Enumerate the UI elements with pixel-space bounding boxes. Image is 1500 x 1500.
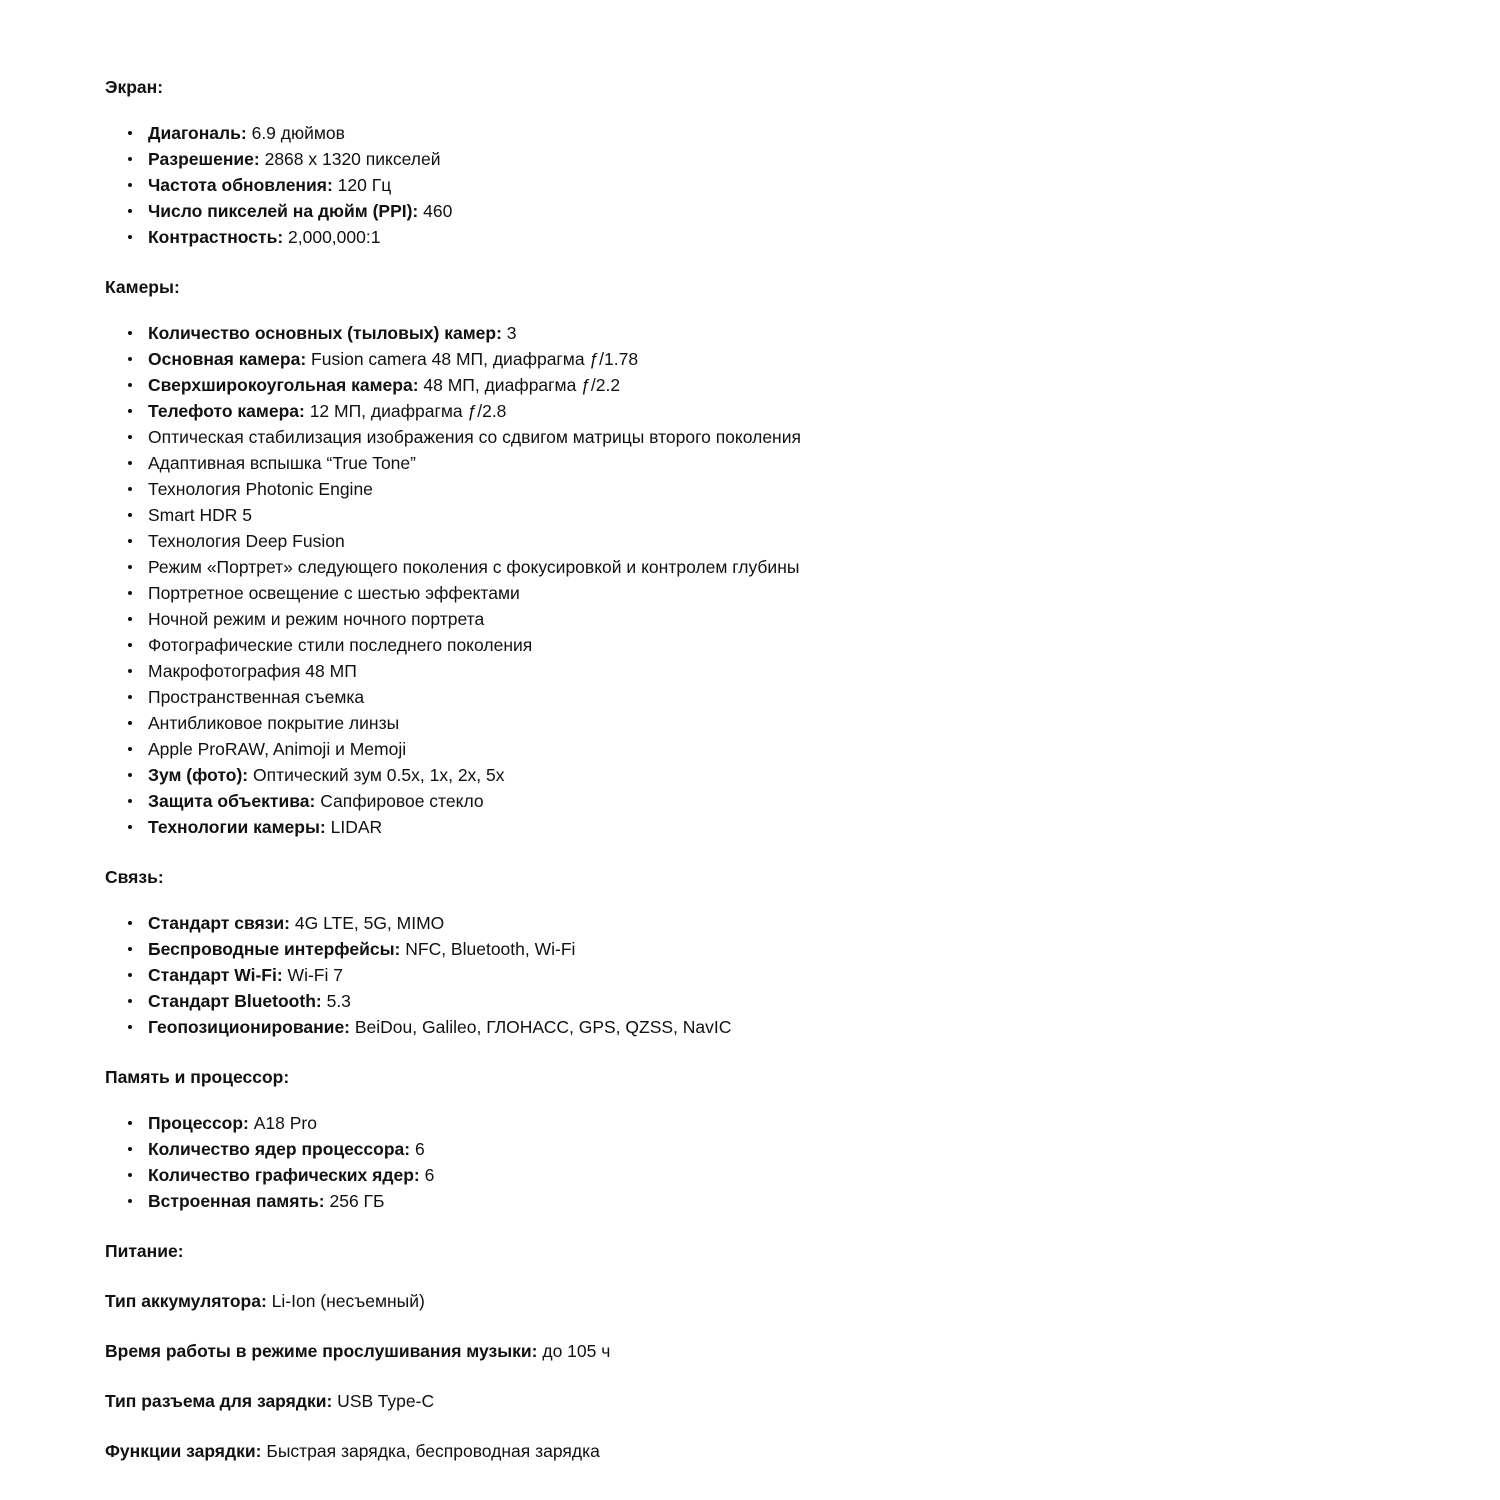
spec-value: 6 (410, 1139, 425, 1159)
spec-value: Пространственная съемка (148, 687, 365, 707)
spec-list-item (105, 814, 1440, 840)
spec-value: Оптический зум 0.5x, 1x, 2x, 5x (248, 765, 505, 785)
spec-list-item (105, 528, 1440, 554)
bullet-icon (128, 1199, 132, 1203)
bullet-icon (128, 157, 132, 161)
spec-label: Геопозиционирование: (148, 1017, 351, 1037)
spec-label: Зум (фото): (148, 765, 249, 785)
spec-value: Wi-Fi 7 (282, 965, 343, 985)
spec-label: Количество основных (тыловых) камер: (148, 323, 502, 343)
spec-label: Стандарт Bluetooth: (148, 991, 322, 1011)
bullet-icon (128, 435, 132, 439)
bullet-icon (128, 921, 132, 925)
spec-paragraph (105, 1338, 1440, 1364)
spec-list-item (105, 736, 1440, 762)
bullet-icon (128, 565, 132, 569)
spec-value: A18 Pro (248, 1113, 317, 1133)
bullet-icon (128, 357, 132, 361)
bullet-icon (128, 1173, 132, 1177)
bullet-icon (128, 131, 132, 135)
spec-value: Адаптивная вспышка “True Tone” (148, 453, 416, 473)
spec-list (105, 120, 1440, 250)
spec-value: Макрофотография 48 МП (148, 661, 357, 681)
bullet-icon (128, 331, 132, 335)
bullet-icon (128, 799, 132, 803)
bullet-icon (128, 235, 132, 239)
spec-label: Функции зарядки: (105, 1441, 262, 1461)
spec-list-item (105, 684, 1440, 710)
spec-label: Встроенная память: (148, 1191, 325, 1211)
spec-label: Частота обновления: (148, 175, 333, 195)
spec-list-item (105, 788, 1440, 814)
bullet-icon (128, 999, 132, 1003)
spec-list-item (105, 372, 1440, 398)
spec-label: Тип разъема для зарядки: (105, 1391, 333, 1411)
spec-label: Защита объектива: (148, 791, 316, 811)
spec-list-item (105, 1014, 1440, 1040)
section-heading: Камеры: (105, 277, 180, 297)
bullet-icon (128, 1025, 132, 1029)
bullet-icon (128, 773, 132, 777)
spec-list-item (105, 502, 1440, 528)
section-heading: Связь: (105, 867, 164, 887)
spec-paragraph (105, 1288, 1440, 1314)
spec-label: Основная камера: (148, 349, 307, 369)
spec-value: 120 Гц (332, 175, 392, 195)
bullet-icon (128, 747, 132, 751)
spec-value: Fusion camera 48 МП, диафрагма ƒ/1.78 (306, 349, 639, 369)
spec-value: Smart HDR 5 (148, 505, 253, 525)
spec-value: 256 ГБ (324, 1191, 385, 1211)
spec-list-item (105, 632, 1440, 658)
spec-list-item (105, 450, 1440, 476)
spec-label: Время работы в режиме прослушивания музыки: (105, 1341, 538, 1361)
spec-value: 6.9 дюймов (246, 123, 345, 143)
spec-value: 2868 x 1320 пикселей (259, 149, 441, 169)
spec-label: Число пикселей на дюйм (PPI): (148, 201, 419, 221)
bullet-icon (128, 209, 132, 213)
spec-list-item (105, 1162, 1440, 1188)
spec-list (105, 910, 1440, 1040)
spec-list-item (105, 580, 1440, 606)
spec-value: 5.3 (321, 991, 351, 1011)
spec-list-item (105, 198, 1440, 224)
spec-list-item (105, 554, 1440, 580)
spec-list-item (105, 936, 1440, 962)
spec-list-item (105, 424, 1440, 450)
bullet-icon (128, 695, 132, 699)
spec-label: Телефото камера: (148, 401, 305, 421)
bullet-icon (128, 409, 132, 413)
spec-list-item (105, 1110, 1440, 1136)
spec-list-item (105, 1188, 1440, 1214)
section-heading: Питание: (105, 1241, 184, 1261)
section-heading: Экран: (105, 77, 164, 97)
spec-value: Режим «Портрет» следующего поколения с фокусировкой и контролем глубины (148, 557, 800, 577)
spec-value: 12 МП, диафрагма ƒ/2.8 (304, 401, 507, 421)
spec-value: USB Type-C (332, 1391, 435, 1411)
spec-paragraph (105, 1438, 1440, 1464)
spec-paragraph (105, 1388, 1440, 1414)
bullet-icon (128, 487, 132, 491)
bullet-icon (128, 539, 132, 543)
bullet-icon (128, 383, 132, 387)
bullet-icon (128, 1121, 132, 1125)
spec-label: Тип аккумулятора: (105, 1291, 267, 1311)
spec-value: 3 (501, 323, 517, 343)
spec-label: Технологии камеры: (148, 817, 326, 837)
bullet-icon (128, 669, 132, 673)
spec-list-item (105, 606, 1440, 632)
spec-list-item (105, 910, 1440, 936)
spec-list-item (105, 146, 1440, 172)
bullet-icon (128, 973, 132, 977)
spec-label: Сверхширокоугольная камера: (148, 375, 419, 395)
bullet-icon (128, 183, 132, 187)
spec-list-item (105, 172, 1440, 198)
spec-value: 2,000,000:1 (283, 227, 381, 247)
spec-value: BeiDou, Galileo, ГЛОНАСС, GPS, QZSS, NavIC (350, 1017, 732, 1037)
spec-list (105, 1110, 1440, 1214)
spec-label: Разрешение: (148, 149, 260, 169)
spec-value: до 105 ч (537, 1341, 611, 1361)
spec-value: Li-Ion (несъемный) (266, 1291, 425, 1311)
bullet-icon (128, 721, 132, 725)
spec-value: Технология Photonic Engine (148, 479, 373, 499)
spec-label: Процессор: (148, 1113, 249, 1133)
spec-value: Apple ProRAW, Animoji и Memoji (148, 739, 407, 759)
spec-value: Портретное освещение с шестью эффектами (148, 583, 520, 603)
spec-label: Стандарт Wi-Fi: (148, 965, 283, 985)
spec-label: Контрастность: (148, 227, 284, 247)
spec-value: Антибликовое покрытие линзы (148, 713, 400, 733)
spec-list-item (105, 710, 1440, 736)
bullet-icon (128, 513, 132, 517)
spec-value: Ночной режим и режим ночного портрета (148, 609, 485, 629)
bullet-icon (128, 617, 132, 621)
spec-value: Сапфировое стекло (315, 791, 484, 811)
spec-value: 6 (419, 1165, 435, 1185)
spec-value: NFC, Bluetooth, Wi-Fi (400, 939, 576, 959)
spec-list (105, 320, 1440, 840)
spec-label: Количество ядер процессора: (148, 1139, 411, 1159)
spec-value: Оптическая стабилизация изображения со сдвигом матрицы второго поколения (148, 427, 801, 447)
spec-list-item (105, 962, 1440, 988)
spec-list-item (105, 346, 1440, 372)
spec-list-item (105, 120, 1440, 146)
spec-value: LIDAR (325, 817, 383, 837)
spec-label: Стандарт связи: (148, 913, 290, 933)
bullet-icon (128, 947, 132, 951)
section-heading: Память и процессор: (105, 1067, 290, 1087)
spec-list-item (105, 762, 1440, 788)
bullet-icon (128, 643, 132, 647)
spec-list-item (105, 1136, 1440, 1162)
spec-list-item (105, 320, 1440, 346)
bullet-icon (128, 825, 132, 829)
spec-list-item (105, 658, 1440, 684)
spec-list-item (105, 476, 1440, 502)
spec-label: Диагональ: (148, 123, 247, 143)
spec-value: 48 МП, диафрагма ƒ/2.2 (418, 375, 621, 395)
spec-value: Технология Deep Fusion (148, 531, 345, 551)
spec-list-item (105, 224, 1440, 250)
spec-value: 460 (418, 201, 453, 221)
spec-value: Быстрая зарядка, беспроводная зарядка (261, 1441, 600, 1461)
bullet-icon (128, 1147, 132, 1151)
bullet-icon (128, 591, 132, 595)
spec-list-item (105, 988, 1440, 1014)
spec-value: Фотографические стили последнего поколения (148, 635, 533, 655)
spec-label: Беспроводные интерфейсы: (148, 939, 401, 959)
spec-value: 4G LTE, 5G, MIMO (290, 913, 445, 933)
spec-label: Количество графических ядер: (148, 1165, 420, 1185)
bullet-icon (128, 461, 132, 465)
spec-list-item (105, 398, 1440, 424)
